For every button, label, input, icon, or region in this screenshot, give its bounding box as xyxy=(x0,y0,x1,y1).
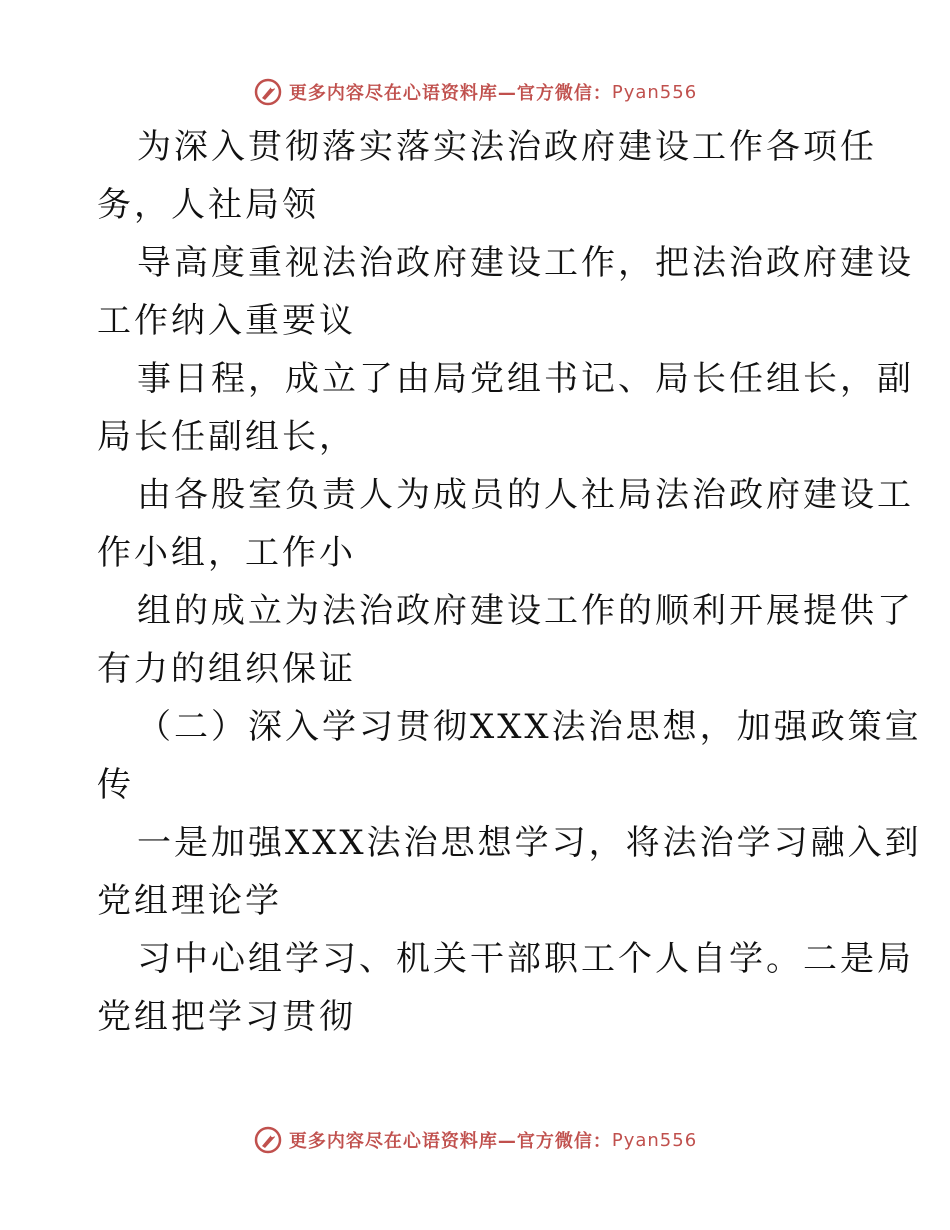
footer-banner-text: 更多内容尽在心语资料库—官方微信： xyxy=(288,1131,612,1152)
body-line: 组的成立为法治政府建设工作的顺利开展提供了 xyxy=(137,591,914,631)
section-heading-line: 传 xyxy=(97,765,134,805)
section-heading-line: （二）深入学习贯彻XXX法治思想，加强政策宣 xyxy=(137,707,922,747)
header-banner xyxy=(0,72,950,112)
body-line: 党组理论学 xyxy=(97,881,282,921)
body-line: 局长任副组长， xyxy=(97,417,356,457)
body-line: 习中心组学习、机关干部职工个人自学。二是局 xyxy=(137,939,914,979)
body-line: 一是加强XXX法治思想学习，将法治学习融入到 xyxy=(137,823,922,863)
body-line: 有力的组织保证 xyxy=(97,649,356,689)
body-line: 由各股室负责人为成员的人社局法治政府建设工 xyxy=(137,475,914,515)
pen-nib-logo-icon xyxy=(253,1125,283,1155)
footer-banner-contact: Pyan556 xyxy=(611,1129,698,1151)
body-line: 作小组，工作小 xyxy=(97,533,356,573)
document-body xyxy=(97,118,922,1046)
body-line: 事日程，成立了由局党组书记、局长任组长，副 xyxy=(137,359,914,399)
body-line: 为深入贯彻落实落实法治政府建设工作各项任 xyxy=(137,127,877,167)
body-line: 党组把学习贯彻 xyxy=(97,997,356,1037)
footer-banner xyxy=(0,1120,950,1160)
header-banner-text: 更多内容尽在心语资料库—官方微信： xyxy=(288,83,612,104)
header-banner-contact: Pyan556 xyxy=(611,81,698,103)
pen-nib-logo-icon xyxy=(253,77,283,107)
body-line: 导高度重视法治政府建设工作，把法治政府建设 xyxy=(137,243,914,283)
body-line: 务，人社局领 xyxy=(97,185,319,225)
body-line: 工作纳入重要议 xyxy=(97,301,356,341)
